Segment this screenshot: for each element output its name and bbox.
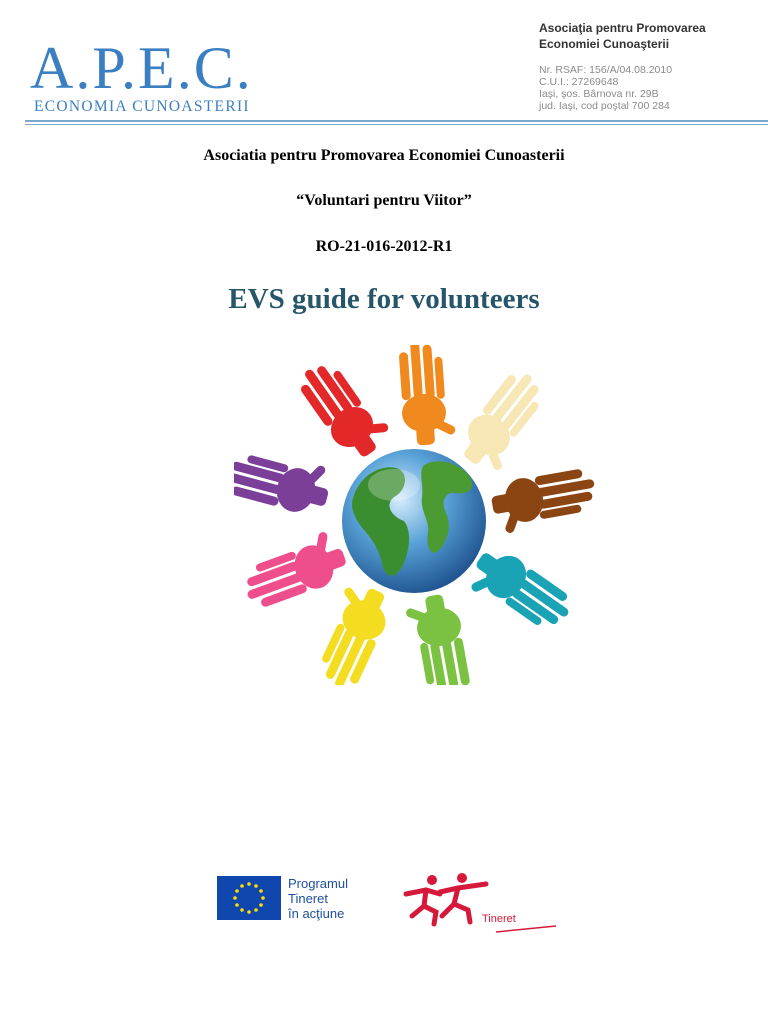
address-street: Iaşi, şos. Bârnova nr. 29B [539, 88, 659, 100]
hand-teal [462, 541, 578, 645]
hand-red [293, 350, 397, 466]
logo-tagline: ECONOMIA CUNOASTERII [34, 98, 250, 115]
project-code: RO-21-016-2012-R1 [315, 238, 453, 255]
logo-wordmark: A.P.E.C. [30, 35, 253, 101]
hand-purple [234, 441, 335, 520]
document-title: EVS guide for volunteers [228, 283, 540, 315]
address-postal: jud. Iaşi, cod poştal 700 284 [539, 100, 670, 112]
apec-logo [30, 35, 290, 116]
youth-in-action-logo [217, 876, 367, 922]
registration-number: Nr. RSAF: 156/A/04.08.2010 [539, 64, 673, 76]
header-divider-thin [25, 124, 768, 125]
organization-details [539, 64, 759, 112]
running-figures-icon [396, 872, 561, 936]
fiscal-code: C.U.I.: 27269648 [539, 76, 619, 88]
header-divider [25, 120, 768, 122]
tineret-logo [396, 872, 561, 936]
globe-hands-illustration [234, 345, 604, 685]
project-name: “Voluntari pentru Viitor” [296, 192, 472, 209]
tineret-label: Tineret [482, 913, 516, 925]
globe-icon [342, 449, 486, 593]
organization-name-line2: Economiei Cunoaşterii [539, 37, 670, 51]
association-name: Asociatia pentru Promovarea Economiei Cunoasterii [203, 147, 565, 164]
hand-green [402, 592, 473, 685]
hand-brown [489, 466, 601, 537]
program-label-line1: Programul [288, 876, 348, 891]
hand-orange [397, 345, 458, 446]
program-label-line3: în acţiune [288, 906, 345, 921]
organization-info [539, 20, 759, 112]
eu-flag-icon [217, 876, 281, 920]
organization-name-line1: Asociaţia pentru Promovarea [539, 21, 706, 35]
hand-yellow [305, 578, 398, 685]
youth-in-action-label [288, 876, 348, 921]
hand-cream [452, 365, 558, 480]
hand-pink [236, 526, 352, 612]
organization-name [539, 20, 759, 52]
program-label-line2: Tineret [288, 891, 328, 906]
